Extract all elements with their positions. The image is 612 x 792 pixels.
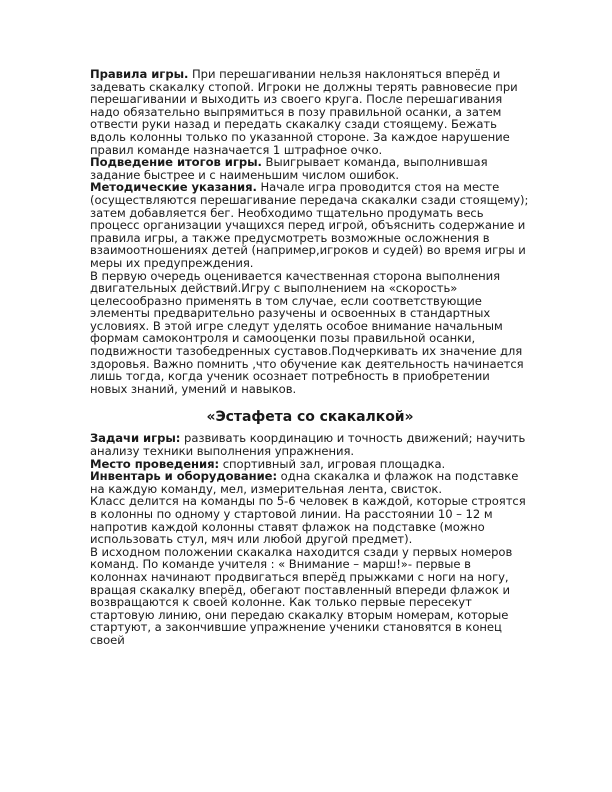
place-label: Место проведения: (90, 456, 220, 471)
method-label: Методические указания. (90, 180, 257, 195)
results-paragraph (90, 156, 530, 181)
evaluation-paragraph: В первую очередь оценивается качественная сторона выполнения двигательных действий.Игру с выполнением на «скорость» целесообразно применять в том случае, если соответствующие элементы предварительно разучены и освоенных в стандартных условиях. В этой игре следут уделять особое внимание начальным формам самоконтроля и самооценки позы правильной осанки, подвижности тазобедренных суставов.Подчеркивать их значение для здоровья. Важно помнить ,что обучение как деятельность начинается лишь тогда, когда ученик осознает потребность в приобретении новых знаний, умений и навыков. (90, 268, 524, 396)
section-title: «Эстафета со скакалкой» (206, 409, 414, 426)
inventory-text: одна скакалка и флажок на подставке на каждую команду, мел, измерительная лента, свисток. (90, 469, 519, 496)
inventory-paragraph (90, 470, 530, 495)
results-text: Выигрывает команда, выполнившая задание быстрее и с наименьшим числом ошибок. (90, 155, 488, 182)
teams-paragraph: Класс делится на команды по 5-6 человек в каждой, которые строятся в колонны по одному у стартовой линии. На расстоянии 10 – 12 м напротив каждой колонны ставят флажок на подставке (можно использовать стул, мяч или любой другой предмет). (90, 494, 526, 547)
results-label: Подведение итогов игры. (90, 155, 262, 170)
rules-label: Правила игры. (90, 67, 189, 81)
tasks-text: развивать координацию и точность движений; научить анализу техники выполнения упражнения. (90, 431, 526, 459)
tasks-paragraph (90, 432, 530, 457)
inventory-label: Инвентарь и оборудование: (90, 469, 278, 484)
method-text: Начале игра проводится стоя на месте (осуществляются перешагивание передача скакалки сзади стоящему); затем добавляется бег. Необходимо тщательно продумать весь процесс организации учащихся перед игрой, объяснить содержание и правила игры, а также предусмотреть возможные осложнения в взаимоотношениях детей (например,игроков и судей) во время игры и меры их предупреждения. (90, 180, 529, 270)
rules-paragraph (90, 68, 530, 156)
tasks-label: Задачи игры: (90, 431, 181, 446)
rules-text: При перешагивании нельзя наклоняться вперёд и задевать скакалку стопой. Игроки не должны терять равновесие при перешагивании и выходить из своего круга. После перешагивания надо обязательно выпрямиться в позу правильной осанки, а затем отвести руки назад и передать скакалку сзади стоящему. Бежать вдоль колонны только по указанной стороне. За каждое нарушение правил команде назначается 1 штрафное очко. (90, 67, 518, 157)
start-paragraph: В исходном положении скакалка находится сзади у первых номеров команд. По команде учителя : « Внимание – марш!»- первые в колоннах начинают продвигаться вперёд прыжками с ноги на ногу, вращая скакалку вперёд, обегают поставленный впереди флажок и возвращаются к своей колонне. Как только первые пересекут стартовую линию, они передаю скакалку вторым номерам, которые стартуют, а закончившие упражнение ученики становятся в конец своей (90, 544, 513, 647)
place-text: спортивный зал, игровая площадка. (219, 456, 446, 471)
method-paragraph (90, 181, 530, 269)
document-page (90, 68, 530, 647)
